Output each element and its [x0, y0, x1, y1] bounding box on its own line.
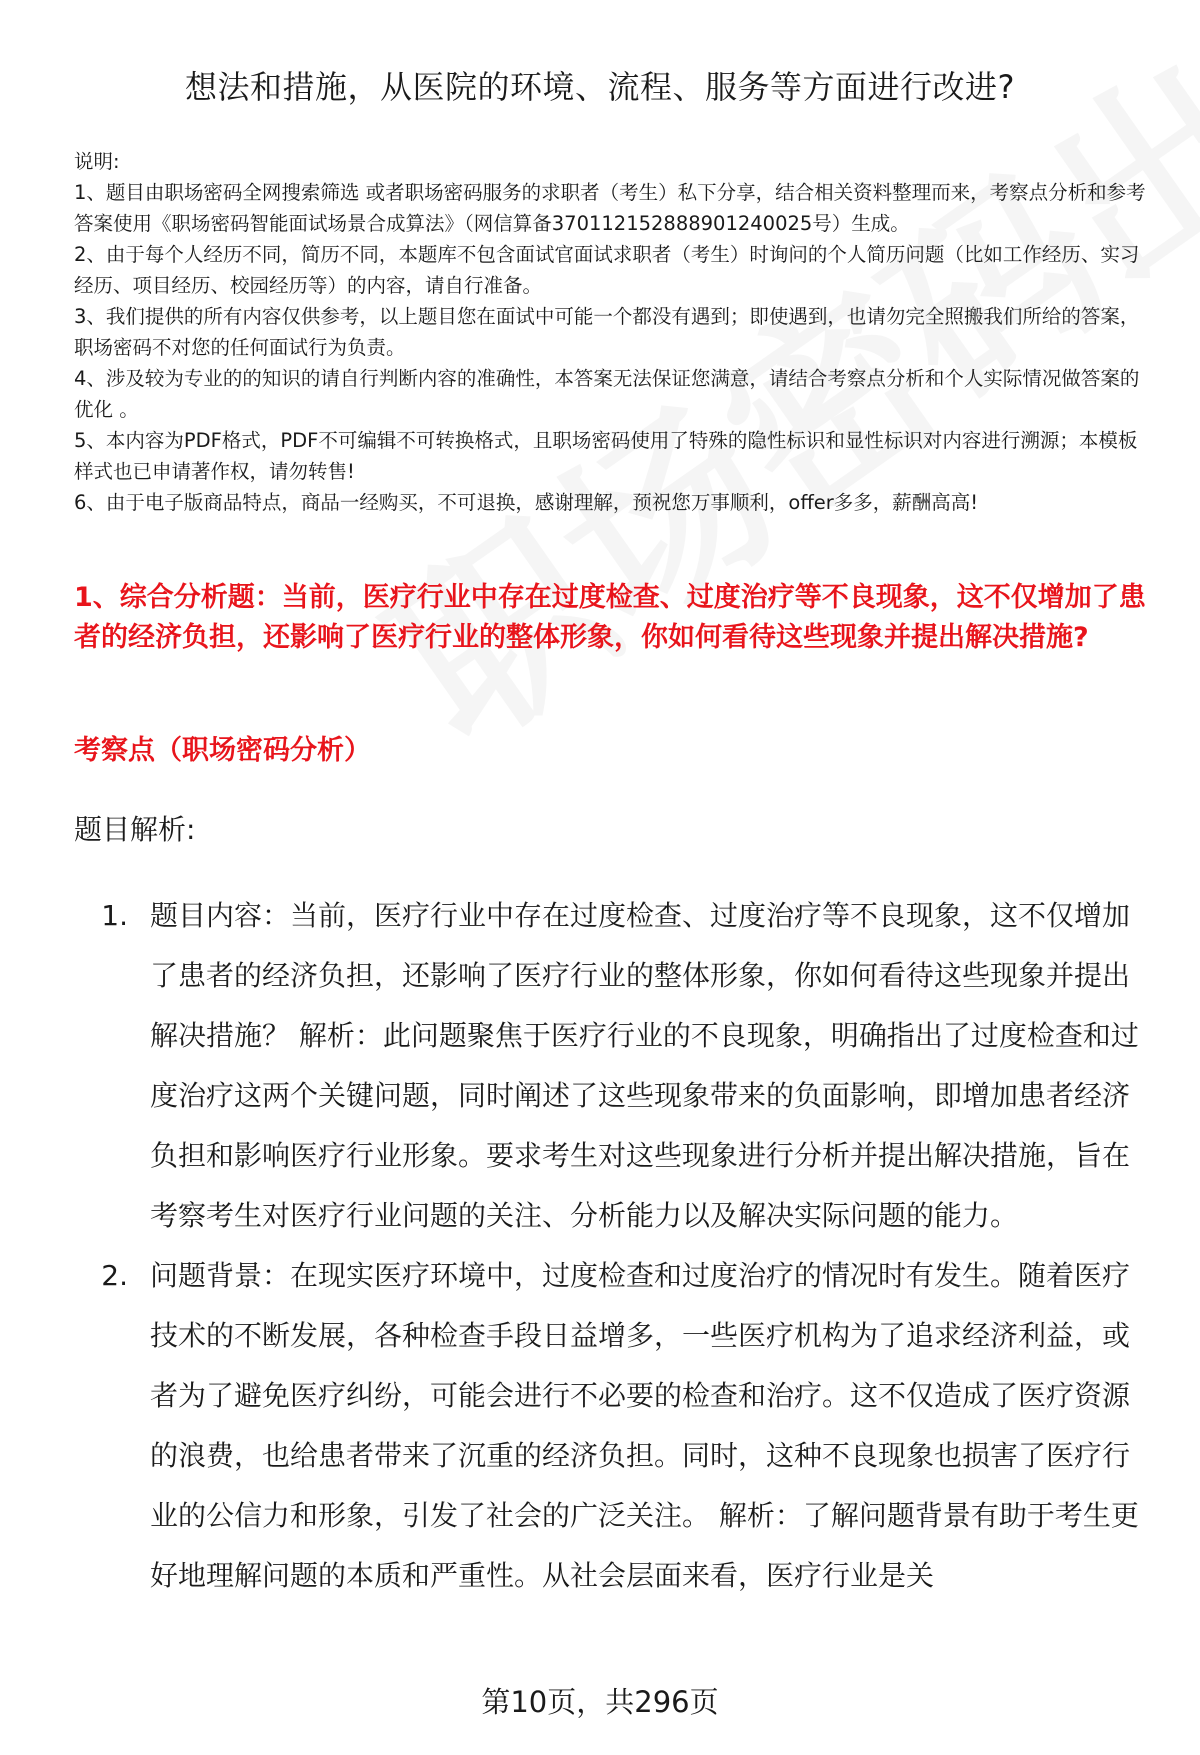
- notes-item: 4、涉及较为专业的的知识的请自行判断内容的准确性，本答案无法保证您满意，请结合考察点分析和个人实际情况做答案的优化 。: [74, 367, 1140, 421]
- question-title: 1、综合分析题：当前，医疗行业中存在过度检查、过度治疗等不良现象，这不仅增加了患者的经济负担，还影响了医疗行业的整体形象，你如何看待这些现象并提出解决措施?: [74, 582, 1146, 653]
- page-number: 第10页，共296页: [481, 1685, 719, 1719]
- list-item-text: 问题背景：在现实医疗环境中，过度检查和过度治疗的情况时有发生。随着医疗技术的不断发展，各种检查手段日益增多，一些医疗机构为了追求经济利益，或者为了避免医疗纠纷，可能会进行不必要的检查和治疗。这不仅造成了医疗资源的浪费，也给患者带来了沉重的经济负担。同时，这种不良现象也损害了医疗行业的公信力和形象，引发了社会的广泛关注。 解析：了解问题背景有助于考生更好地理解问题的本质和严重性。从社会层面来看，医疗行业是关: [150, 1259, 1139, 1592]
- exam-point-title: 考察点（职场密码分析）: [74, 735, 371, 766]
- notes-item: 6、由于电子版商品特点，商品一经购买，不可退换，感谢理解，预祝您万事顺利，offer多多，薪酬高高!: [74, 491, 979, 514]
- list-item: [74, 1246, 1154, 1606]
- notes-item: 2、由于每个人经历不同，简历不同，本题库不包含面试官面试求职者（考生）时询问的个人简历问题（比如工作经历、实习经历、项目经历、校园经历等）的内容，请自行准备。: [74, 243, 1140, 297]
- list-item-number: 2.: [101, 1259, 128, 1292]
- notes-item: 5、本内容为PDF格式，PDF不可编辑不可转换格式，且职场密码使用了特殊的隐性标识和显性标识对内容进行溯源；本模板样式也已申请著作权，请勿转售!: [74, 429, 1138, 483]
- notes-section: [74, 146, 1154, 518]
- analysis-label: 题目解析:: [74, 813, 196, 846]
- list-item-text: 题目内容：当前，医疗行业中存在过度检查、过度治疗等不良现象，这不仅增加了患者的经济负担，还影响了医疗行业的整体形象，你如何看待这些现象并提出解决措施？ 解析：此问题聚焦于医疗行业的不良现象，明确指出了过度检查和过度治疗这两个关键问题，同时阐述了这些现象带来的负面影响，即增加患者经济负担和影响医疗行业形象。要求考生对这些现象进行分析并提出解决措施，旨在考察考生对医疗行业问题的关注、分析能力以及解决实际问题的能力。: [150, 899, 1139, 1232]
- analysis-list: [74, 886, 1154, 1606]
- list-item: [74, 886, 1154, 1246]
- notes-heading: 说明:: [74, 150, 120, 173]
- list-item-number: 1.: [101, 899, 128, 932]
- notes-item: 1、题目由职场密码全网搜索筛选 或者职场密码服务的求职者（考生）私下分享，结合相关资料整理而来，考察点分析和参考答案使用《职场密码智能面试场景合成算法》（网信算备370112152888901240025号）生成。: [74, 181, 1146, 235]
- notes-item: 3、我们提供的所有内容仅供参考，以上题目您在面试中可能一个都没有遇到；即使遇到，也请勿完全照搬我们所给的答案，职场密码不对您的任何面试行为负责。: [74, 305, 1140, 359]
- page-header-title: 想法和措施，从医院的环境、流程、服务等方面进行改进?: [185, 68, 1015, 106]
